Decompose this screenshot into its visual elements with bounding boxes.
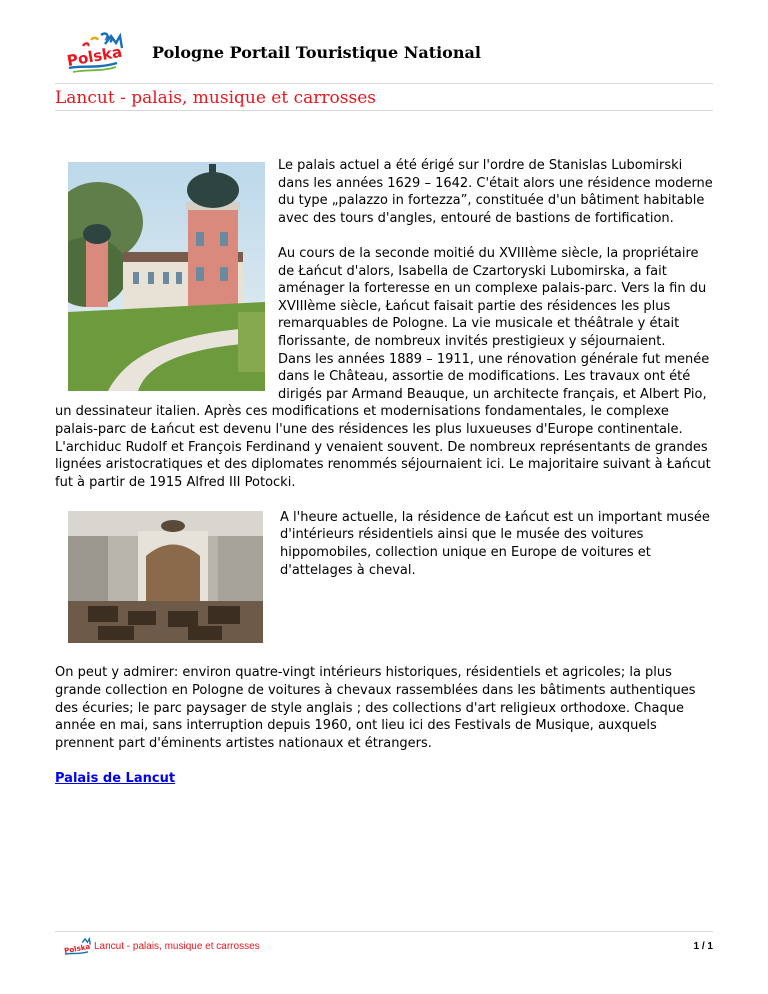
logo-wordmark: Polska xyxy=(65,42,123,71)
footer-logo-wordmark: Polska xyxy=(63,941,91,956)
article-body xyxy=(55,157,713,788)
palais-de-lancut-link[interactable]: Palais de Lancut xyxy=(55,771,176,787)
link-line xyxy=(55,770,713,788)
castle-exterior-photo xyxy=(68,162,265,391)
site-title: Pologne Portail Touristique National xyxy=(152,43,481,62)
carriage-museum-photo xyxy=(68,511,263,643)
title-divider xyxy=(55,110,713,111)
paragraph-3: Dans les années 1889 – 1911, une rénovation générale fut menée dans le Château, assortie de modifications. Les travaux ont été dirigés par Armand Beauque, un architecte français, et Albert Pio, un dessinateur italien. Après ces modifications et modernisations fondamentales, le complexe palais-parc de Łańcut est devenu l'une des résidences les plus luxueuses d'Europe continentale. L'archiduc Rudolf et François Ferdinand y venaient souvent. De nombreux représentants de grandes lignées aristocratiques et des diplomates renommés séjournaient ici. Le majoritaire suivant à Łańcut fut à partir de 1915 Alfred III Potocki. xyxy=(55,351,711,490)
paragraph-5: On peut y admirer: environ quatre-vingt intérieurs historiques, résidentiels et agricoles; la plus grande collection en Pologne de voitures à chevaux rassemblées dans les bâtiments authentiques des écuries; le parc paysager de style anglais ; des collections d'art religieux orthodoxe. Chaque année en mai, sans interruption depuis 1960, ont lieu ici des Festivals de Musique, auxquels prennent part d'éminents artistes nationaux et étrangers. xyxy=(55,665,696,751)
polska-logo xyxy=(61,32,123,74)
page-title: Lancut - palais, musique et carrosses xyxy=(55,88,376,108)
header-divider xyxy=(55,83,713,84)
page-footer xyxy=(55,935,713,959)
footer-title: Lancut - palais, musique et carrosses xyxy=(94,941,260,952)
paragraph-2: Au cours de la seconde moitié du XVIIIème siècle, la propriétaire de Łańcut d'alors, Isabella de Czartoryski Lubomirska, a fait aménager la forteresse en un complexe palais-parc. Vers la fin du XVIIIème siècle, Łańcut faisait partie des résidences les plus remarquables de Pologne. La vie musicale et théâtrale y était florissante, de nombreux invités prestigieux y séjournaient. xyxy=(278,245,707,349)
footer-divider xyxy=(55,931,713,932)
page-header xyxy=(55,30,713,80)
paragraph-4: A l'heure actuelle, la résidence de Łańcut est un important musée d'intérieurs résidentiels ainsi que le musée des voitures hippomobiles, collection unique en Europe de voitures et d'attelages à cheval. xyxy=(280,509,710,578)
paragraph-1: Le palais actuel a été érigé sur l'ordre de Stanislas Lubomirski dans les années 1629 – 1642. C'était alors une résidence moderne du type „palazzo in fortezza”, constituée d'un bâtiment habitable avec des tours d'angles, entouré de bastions de fortification. xyxy=(278,158,713,226)
page-number: 1 / 1 xyxy=(693,941,713,952)
polska-logo-small xyxy=(61,937,91,957)
